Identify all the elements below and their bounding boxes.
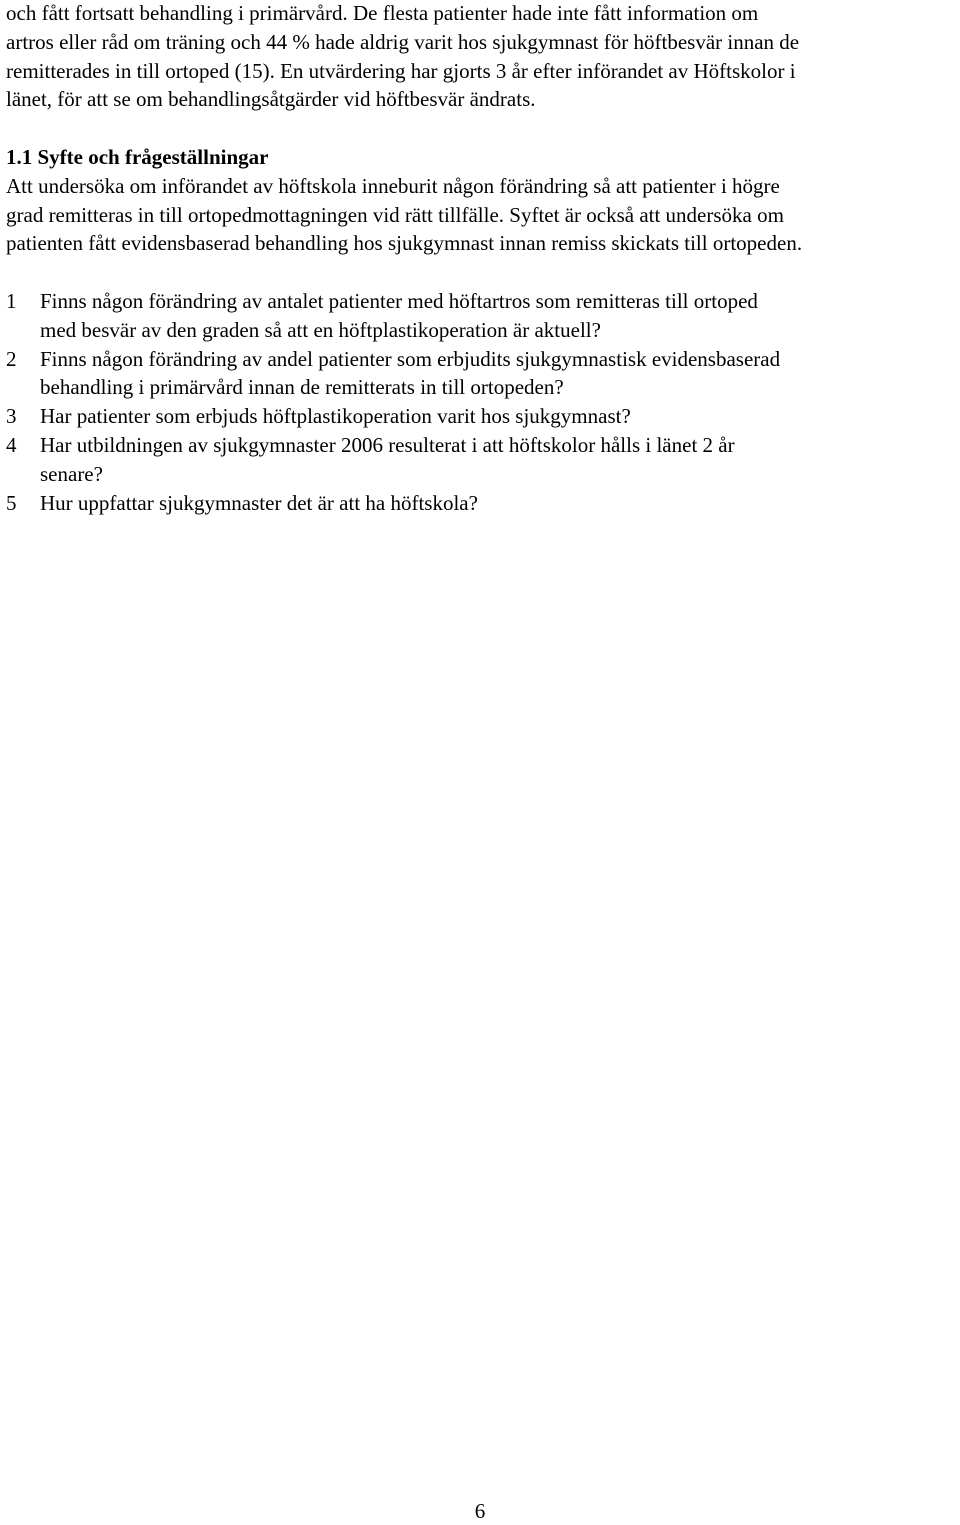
question-line: senare? (40, 461, 103, 486)
section-paragraph (6, 172, 954, 258)
question-line: Hur uppfattar sjukgymnaster det är att ha höftskola? (40, 490, 478, 515)
question-text (40, 345, 954, 403)
list-item (6, 345, 954, 403)
list-item (6, 431, 954, 489)
intro-line: artros eller råd om träning och 44 % hade aldrig varit hos sjukgymnast för höftbesvär innan de (6, 29, 800, 54)
question-line: behandling i primärvård innan de remitterats in till ortopeden? (40, 375, 564, 400)
question-text (40, 489, 954, 518)
section-line: patienten fått evidensbaserad behandling hos sjukgymnast innan remiss skickats till ortopeden. (6, 231, 803, 256)
question-number: 1 (6, 288, 17, 313)
question-line: med besvär av den graden så att en höftplastikoperation är aktuell? (40, 317, 601, 342)
question-line: Finns någon förändring av antalet patienter med höftartros som remitteras till ortoped (40, 288, 758, 313)
question-number: 4 (6, 432, 17, 457)
question-number: 2 (6, 346, 17, 371)
intro-line: remitterades in till ortoped (15). En utvärdering har gjorts 3 år efter införandet av Höftskolor i (6, 58, 796, 83)
question-text (40, 431, 954, 489)
question-list (6, 287, 954, 517)
document-page (6, 0, 954, 517)
question-text (40, 402, 954, 431)
list-item (6, 489, 954, 518)
intro-line: länet, för att se om behandlingsåtgärder vid höftbesvär ändrats. (6, 87, 536, 112)
question-line: Har patienter som erbjuds höftplastikoperation varit hos sjukgymnast? (40, 404, 631, 429)
question-number: 3 (6, 404, 17, 429)
section-line: Att undersöka om införandet av höftskola inneburit någon förändring så att patienter i högre (6, 173, 780, 198)
question-text (40, 287, 954, 345)
question-line: Finns någon förändring av andel patienter som erbjudits sjukgymnastisk evidensbaserad (40, 346, 781, 371)
list-item (6, 287, 954, 345)
intro-line: och fått fortsatt behandling i primärvård. De flesta patienter hade inte fått information om (6, 1, 759, 25)
page-number: 6 (474, 1499, 486, 1523)
list-item (6, 402, 954, 431)
intro-paragraph (6, 0, 954, 114)
question-line: Har utbildningen av sjukgymnaster 2006 resulterat i att höftskolor hålls i länet 2 år (40, 432, 735, 457)
section-line: grad remitteras in till ortopedmottagningen vid rätt tillfälle. Syftet är också att undersöka om (6, 202, 784, 227)
section-purpose (6, 143, 954, 258)
section-heading: 1.1 Syfte och frågeställningar (6, 144, 269, 169)
question-number: 5 (6, 490, 17, 515)
